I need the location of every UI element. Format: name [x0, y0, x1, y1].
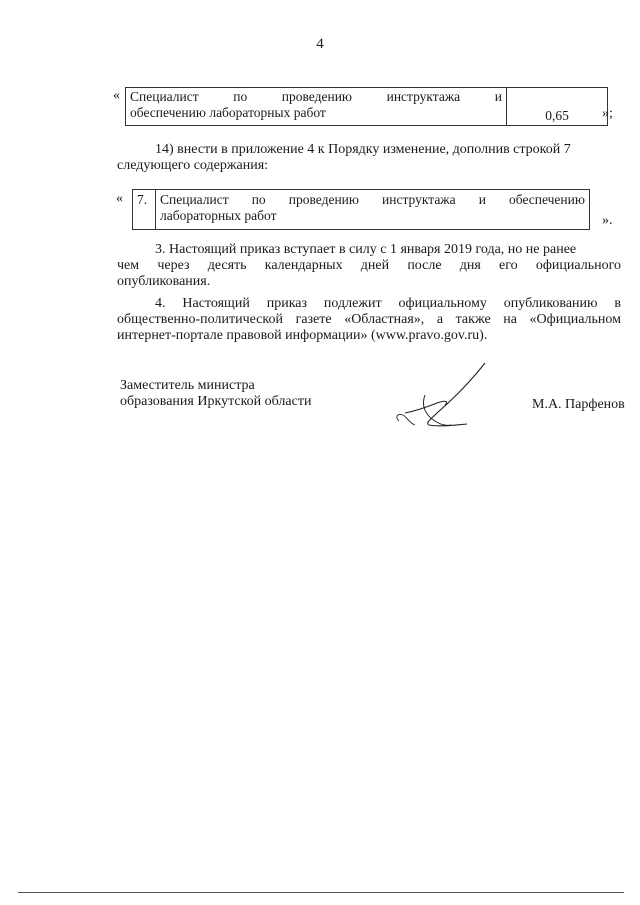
table2-number-cell: 7.: [133, 190, 156, 230]
table-row-added: [132, 189, 590, 230]
item-3: 3. Настоящий приказ вступает в силу с 1 января 2019 года, но не ранее чем через десять календарных дней после дня его официального опубликования.: [117, 242, 621, 289]
open-quote-1: «: [113, 88, 120, 103]
signatory-name: М.А. Парфенов: [532, 397, 625, 412]
table-row-replaced: [125, 87, 608, 126]
table2-title-line1: Специалист по проведению инструктажа и обеспечению: [160, 192, 585, 207]
table1-title-line1: Специалист по проведению инструктажа и: [130, 89, 502, 104]
close-quote-1: »;: [602, 106, 613, 121]
footer-divider: [18, 892, 624, 893]
page-number: 4: [316, 36, 324, 52]
item-14: 14) внести в приложение 4 к Порядку изменение, дополнив строкой 7 следующего содержания:: [117, 142, 571, 173]
table1-title-cell: [126, 88, 507, 126]
item-4: 4. Настоящий приказ подлежит официальному опубликованию в общественно-политической газете «Областная», а также на «Официальном интернет-портале правовой информации» (www.pravo.gov.ru).: [117, 296, 621, 343]
signatory-position: Заместитель министра образования Иркутской области: [120, 378, 312, 409]
table1-value-cell: 0,65: [507, 88, 608, 126]
table2-title-line2: лабораторных работ: [160, 208, 277, 223]
signature-handwritten: [385, 355, 505, 440]
table1-title-line2: обеспечению лабораторных работ: [130, 105, 326, 120]
open-quote-2: «: [116, 191, 123, 206]
close-quote-2: ».: [602, 213, 613, 228]
table2-title-cell: [156, 190, 590, 230]
